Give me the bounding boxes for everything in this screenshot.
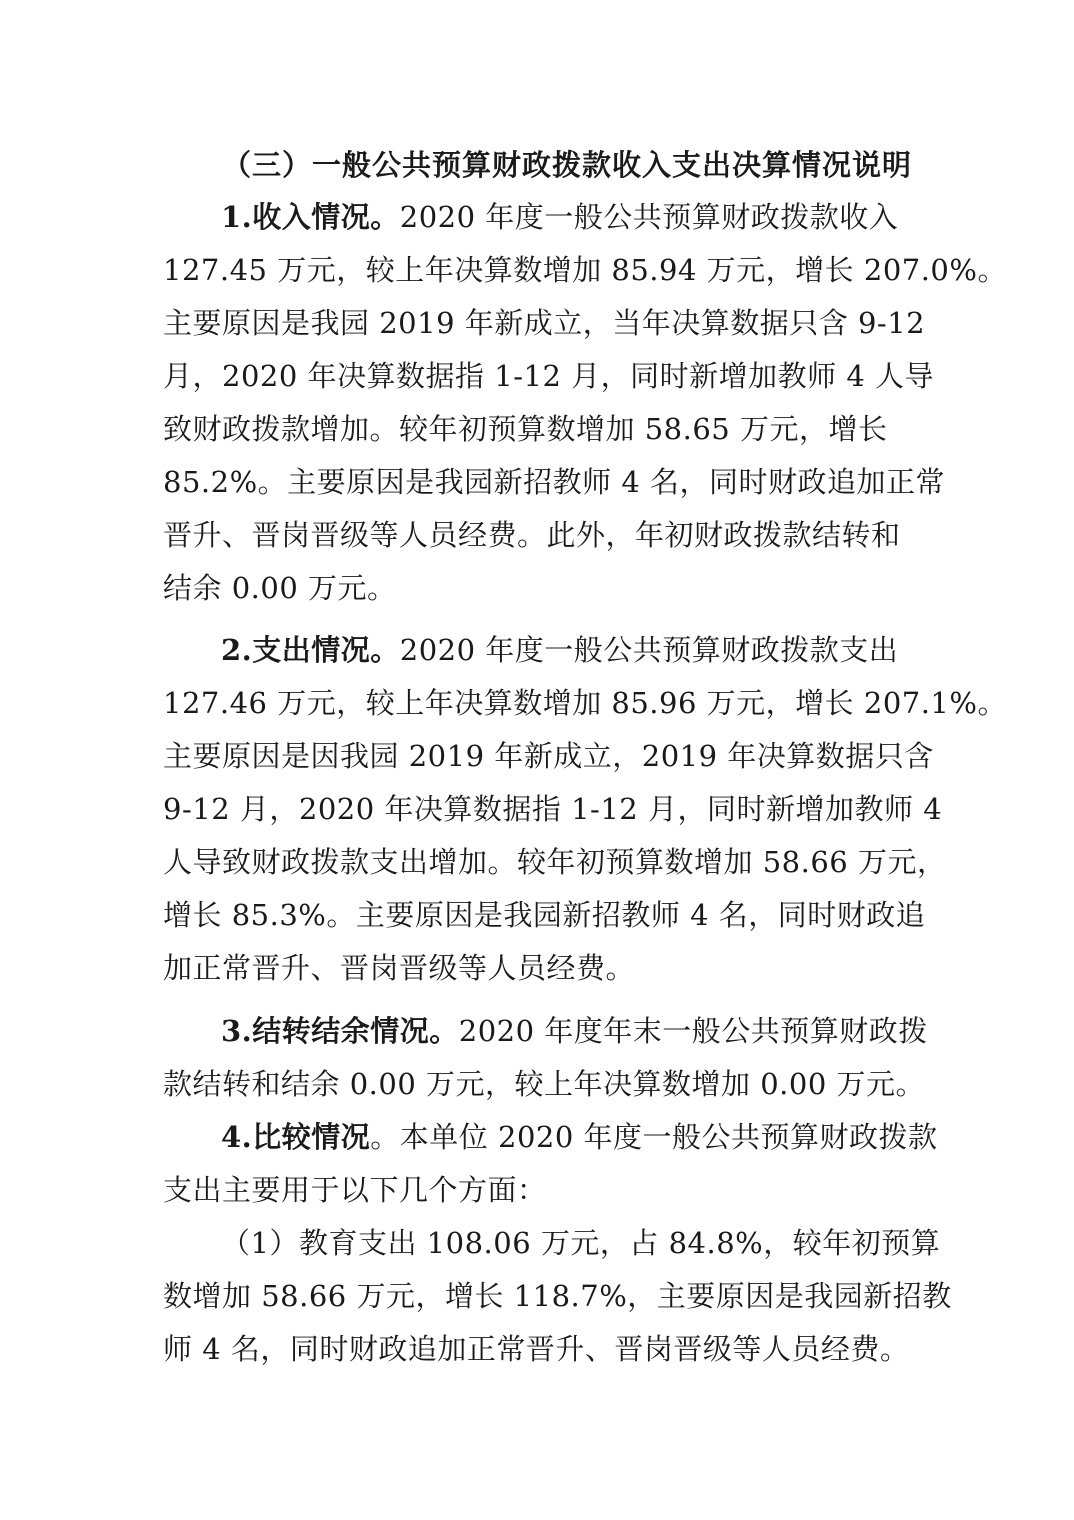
paragraph-line: 9-12 月，2020 年决算数据指 1-12 月，同时新增加教师 4: [163, 792, 943, 826]
comparison-lead: 4.比较情况: [221, 1120, 371, 1154]
paragraph-line: 3.结转结余情况。2020 年度年末一般公共预算财政拨: [221, 1014, 928, 1048]
expense-lead: 2.支出情况。: [221, 633, 400, 667]
paragraph-line: 主要原因是我园 2019 年新成立，当年决算数据只含 9-12: [163, 306, 926, 340]
education-paragraph: [163, 1217, 952, 1376]
income-lead: 1.收入情况。: [221, 200, 400, 234]
paragraph-line: 主要原因是因我园 2019 年新成立，2019 年决算数据只含: [163, 739, 934, 773]
paragraph-line: 晋升、晋岗晋级等人员经费。此外，年初财政拨款结转和: [163, 518, 901, 552]
paragraph-line: 款结转和结余 0.00 万元，较上年决算数增加 0.00 万元。: [163, 1067, 926, 1101]
paragraph-line: 127.46 万元，较上年决算数增加 85.96 万元，增长 207.1%。: [163, 686, 1007, 720]
paragraph-line: 1.收入情况。2020 年度一般公共预算财政拨款收入: [221, 200, 899, 234]
paragraph-line: （1）教育支出 108.06 万元，占 84.8%，较年初预算: [221, 1226, 941, 1260]
paragraph-line: 4.比较情况。本单位 2020 年度一般公共预算财政拨款: [221, 1120, 938, 1154]
paragraph-line: 数增加 58.66 万元，增长 118.7%，主要原因是我园新招教: [163, 1279, 952, 1313]
income-paragraph: [163, 191, 1007, 615]
paragraph-line: 2.支出情况。2020 年度一般公共预算财政拨款支出: [221, 633, 899, 667]
paragraph-line: 增长 85.3%。主要原因是我园新招教师 4 名，同时财政追: [163, 898, 926, 932]
paragraph-line: 人导致财政拨款支出增加。较年初预算数增加 58.66 万元，: [163, 845, 947, 879]
comparison-paragraph: [163, 1111, 938, 1217]
carryover-paragraph: [163, 1005, 928, 1111]
section-heading: （三）一般公共预算财政拨款收入支出决算情况说明: [222, 148, 913, 182]
paragraph-line: 加正常晋升、晋岗晋级等人员经费。: [163, 951, 636, 985]
paragraph-line: 支出主要用于以下几个方面：: [163, 1173, 547, 1207]
paragraph-line: 结余 0.00 万元。: [163, 571, 397, 605]
expense-paragraph: [163, 624, 1007, 995]
paragraph-line: 127.45 万元，较上年决算数增加 85.94 万元，增长 207.0%。: [163, 253, 1007, 287]
paragraph-line: 月，2020 年决算数据指 1-12 月，同时新增加教师 4 人导: [163, 359, 934, 393]
paragraph-line: 致财政拨款增加。较年初预算数增加 58.65 万元，增长: [163, 412, 888, 446]
paragraph-line: 85.2%。主要原因是我园新招教师 4 名，同时财政追加正常: [163, 465, 946, 499]
carryover-lead: 3.结转结余情况。: [221, 1014, 459, 1048]
paragraph-line: 师 4 名，同时财政追加正常晋升、晋岗晋级等人员经费。: [163, 1332, 910, 1366]
